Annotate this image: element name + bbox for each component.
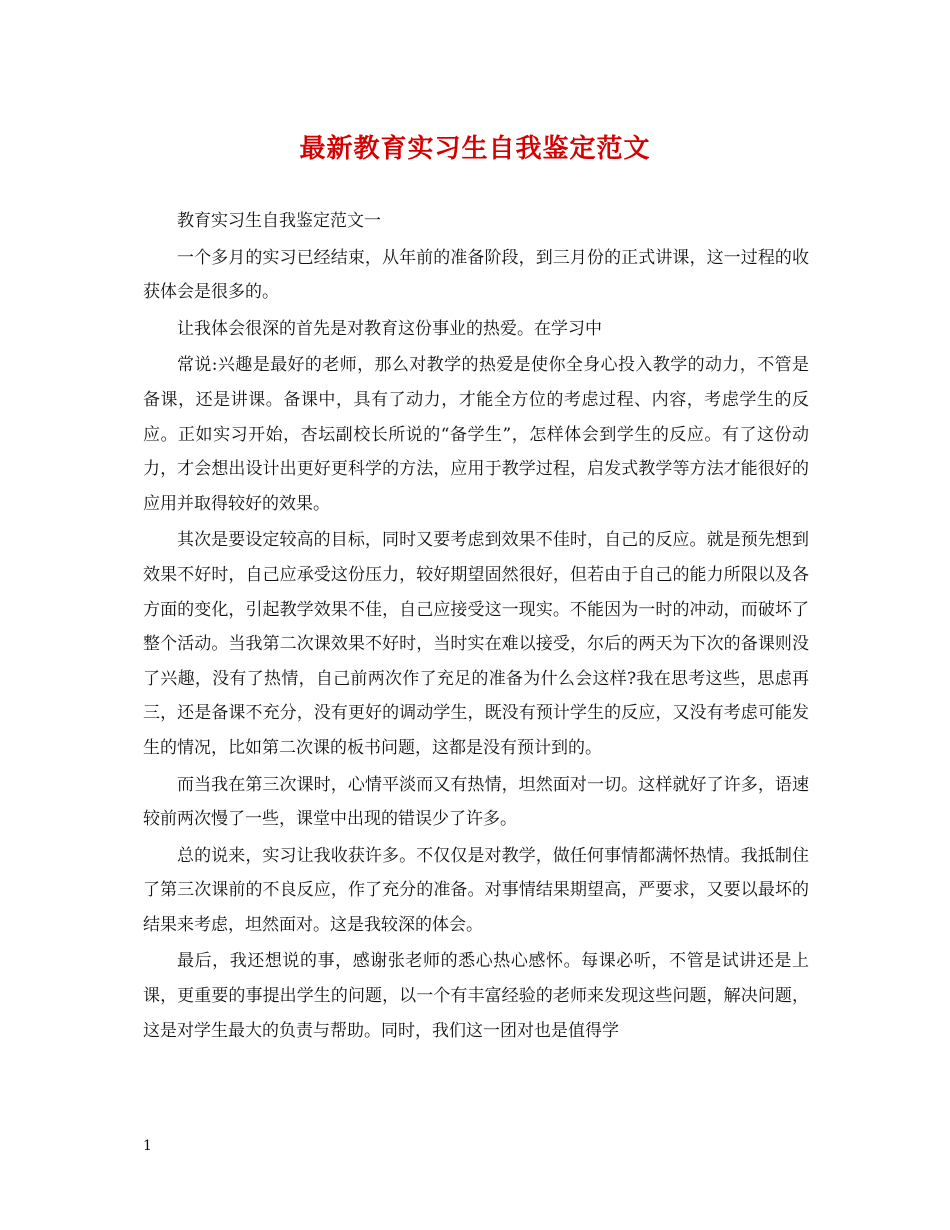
paragraph: 常说:兴趣是最好的老师，那么对教学的热爱是使你全身心投入教学的动力，不管是备课，还是讲课。备课中，具有了动力，才能全方位的考虑过程、内容，考虑学生的反应。正如实习开始，杏坛副校长所说的“备学生”，怎样体会到学生的反应。有了这份动力，才会想出设计出更好更科学的方法，应用于教学过程，启发式教学等方法才能很好的应用并取得较好的效果。 [143,355,809,514]
paragraph: 而当我在第三次课时，心情平淡而又有热情，坦然面对一切。这样就好了许多，语速较前两次慢了一些，课堂中出现的错误少了许多。 [143,774,809,830]
document-body [143,204,809,1050]
document-title: 最新教育实习生自我鉴定范文 [299,134,651,164]
paragraph: 让我体会很深的首先是对教育这份事业的热爱。在学习中 [177,318,602,339]
paragraph: 最后，我还想说的事，感谢张老师的悉心热心感怀。每课必听，不管是试讲还是上课，更重要的事提出学生的问题，以一个有丰富经验的老师来发现这些问题，解决问题，这是对学生最大的负责与帮助。同时，我们这一团对也是值得学 [143,951,809,1041]
paragraph: 一个多月的实习已经结束，从年前的准备阶段，到三月份的正式讲课，这一过程的收获体会是很多的。 [143,247,809,303]
paragraph-subheading: 教育实习生自我鉴定范文一 [177,211,381,231]
page-number: 1 [143,1138,152,1154]
paragraph: 总的说来，实习让我收获许多。不仅仅是对教学，做任何事情都满怀热情。我抵制住了第三次课前的不良反应，作了充分的准备。对事情结果期望高，严要求，又要以最坏的结果来考虑，坦然面对。这是我较深的体会。 [143,845,809,935]
paragraph: 其次是要设定较高的目标，同时又要考虑到效果不佳时，自己的反应。就是预先想到效果不好时，自己应承受这份压力，较好期望固然很好，但若由于自己的能力所限以及各方面的变化，引起教学效果不佳，自己应接受这一现实。不能因为一时的冲动，而破坏了整个活动。当我第二次课效果不好时，当时实在难以接受，尔后的两天为下次的备课则没了兴趣，没有了热情，自己前两次作了充足的准备为什么会这样?我在思考这些，思虑再三，还是备课不充分，没有更好的调动学生，既没有预计学生的反应，又没有考虑可能发生的情况，比如第二次课的板书问题，这都是没有预计到的。 [143,530,809,758]
